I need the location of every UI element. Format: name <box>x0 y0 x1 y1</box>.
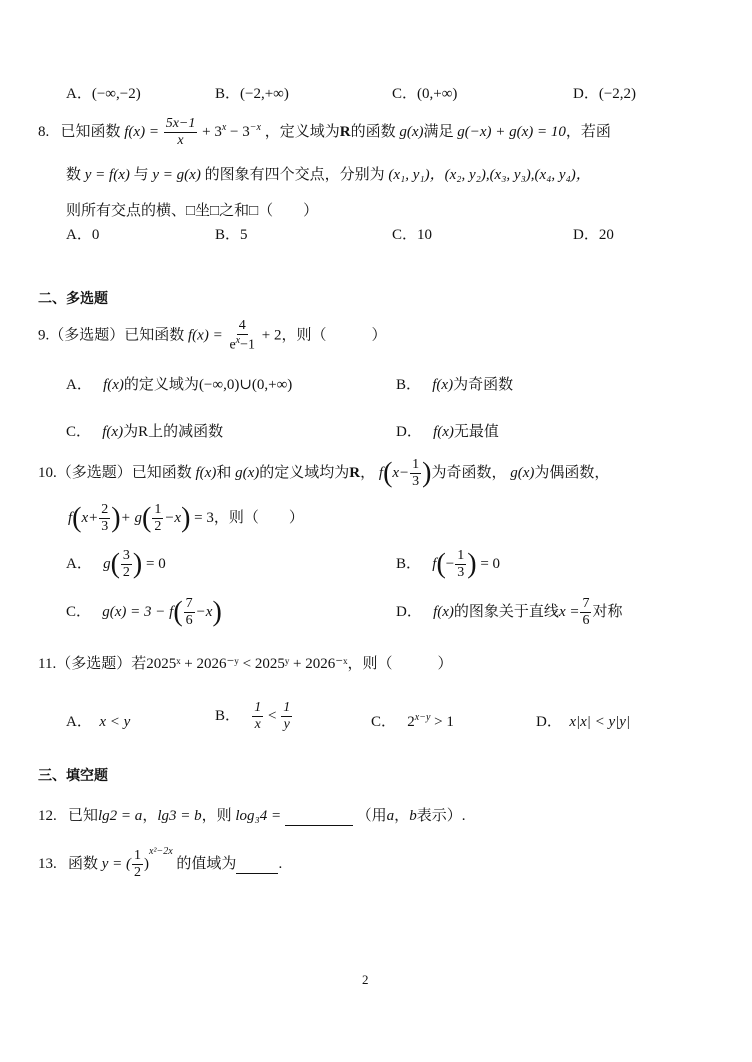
q11-b-label: B． <box>215 708 241 725</box>
q10-f: f(x) <box>195 465 217 482</box>
q11-b-lt: < <box>268 708 277 725</box>
q10-R: R <box>349 465 361 482</box>
q10-d-f: f(x) <box>433 604 454 621</box>
q11-b-frac2 <box>281 700 292 733</box>
q8-frac-num: 5x−1 <box>164 116 198 133</box>
q10-d-text: 的图象关于直线 <box>453 604 559 621</box>
q12-lg2: lg2 = a <box>98 808 143 824</box>
q11-c-label: C． <box>371 714 397 730</box>
q10-d-n: 7 <box>580 596 591 613</box>
q9-number: 9.（多选题）已知函数 <box>38 327 185 344</box>
q8-cond-post: ，若函 <box>565 124 611 141</box>
q9-d-text: 无最值 <box>453 424 499 440</box>
q10-odd: 为奇函数， <box>431 465 507 482</box>
q9-frac-den-exp: x <box>235 335 241 347</box>
q10-and: 和 <box>216 465 232 482</box>
q10-eq-end: = 3，则（ ） <box>194 510 304 527</box>
q8-mid2: 的函数 <box>350 124 396 141</box>
q10-eq-n1: 2 <box>99 502 110 519</box>
q7-option-d: D．(−2,2) <box>573 86 637 102</box>
q13-exp: x²−2x <box>149 846 173 857</box>
q11-b-n2: 1 <box>281 700 292 717</box>
q9-frac-den-base: e <box>229 337 236 353</box>
section-heading-multi-choice: 二、多选题 <box>38 291 108 307</box>
q12-comma: ， <box>394 808 410 824</box>
q13-y: y = ( <box>101 856 132 872</box>
q8-gx: g(x) <box>399 124 424 141</box>
q8-frac-den: x <box>177 133 184 149</box>
q7-option-a: A．(−∞,−2) <box>66 86 141 102</box>
q11-tail: ，则（ ） <box>347 656 453 672</box>
q13-close: ) <box>144 856 150 872</box>
q12-end: 表示）. <box>416 808 466 824</box>
q13-end: . <box>278 856 283 872</box>
q13-frac <box>132 848 143 881</box>
page-number: 2 <box>362 972 369 987</box>
q12-then: ，则 <box>201 808 232 824</box>
q8-line2-post: 的图象有四个交点，分别为 <box>204 167 385 183</box>
q10-eq-plus-g: + g <box>120 510 142 527</box>
q10-c-n: 7 <box>184 596 195 613</box>
q11-d-label: D． <box>536 714 562 730</box>
q10-d-end: 对称 <box>592 604 623 621</box>
section-heading-fill-in: 三、填空题 <box>38 768 108 784</box>
q8-number: 8. <box>38 124 50 141</box>
q10-eq-tail: −x <box>164 510 182 527</box>
q10-f2-pre: f <box>378 465 384 482</box>
q8-R: R <box>339 124 351 141</box>
q8-cond: g(−x) + g(x) = 10 <box>457 124 566 141</box>
q10-d-d: 6 <box>582 613 590 629</box>
q10-option-c: C． g(x) = 3 − f( $\frac{7}{6}$ −x) <box>66 596 222 629</box>
q8-option-c: C．10 <box>392 227 433 243</box>
q10-eq-d2: 2 <box>154 519 162 535</box>
q11-b-frac1 <box>252 700 263 733</box>
q11-option-d <box>536 710 630 731</box>
q9-fx: f(x) = <box>188 327 223 344</box>
q10-eq-frac2 <box>152 502 163 535</box>
q13-d: 2 <box>134 865 142 881</box>
q10-f2-fn: 1 <box>410 457 421 474</box>
q12-lg3: lg3 = b <box>157 808 202 824</box>
q9-a-label: A． <box>66 377 92 393</box>
q12-number: 12. <box>38 808 57 824</box>
q8-points: (x₁, y₁)，(x₂, y₂),(x₃, y₃),(x₄, y₄)， <box>388 167 591 183</box>
q10-option-a: A． g( $\frac{3}{2}$ ) = 0 <box>66 548 166 581</box>
q10-eq-x: x+ <box>81 510 99 527</box>
q11-a: x < y <box>99 714 131 730</box>
q10-b-label: B． <box>396 556 422 573</box>
q13-stem <box>38 846 282 881</box>
q10-b-f: f <box>432 556 437 573</box>
q10-option-d <box>396 596 622 629</box>
q11-d: x|x| < y|y| <box>569 714 631 730</box>
q9-a-f: f(x) <box>103 377 124 393</box>
q8-line3: 则所有交点的横、□坐□之和□（ ） <box>66 203 319 219</box>
q10-b-end: = 0 <box>480 556 501 573</box>
q10-g2: g(x) <box>510 465 535 482</box>
q10-d-frac <box>580 596 591 629</box>
q10-number: 10.（多选题）已知函数 <box>38 465 192 482</box>
q12-b: b <box>409 808 417 824</box>
q8-fraction <box>164 116 198 149</box>
q9-a-math: (−∞,0)∪(0,+∞) <box>198 377 293 393</box>
q9-option-a <box>66 373 292 394</box>
q7-option-c: C．(0,+∞) <box>392 86 458 102</box>
q10-c-d: 6 <box>185 613 193 629</box>
q9-frac-num: 4 <box>237 318 248 335</box>
q9-b-f: f(x) <box>432 377 454 393</box>
q8-tail: + 3 <box>202 124 222 141</box>
q8-line2-a: y = f(x) <box>84 167 130 183</box>
q12-stem <box>38 804 465 826</box>
q10-a-frac <box>121 548 132 581</box>
q9-b-label: B． <box>396 377 422 393</box>
q8-fx: f(x) = <box>124 124 159 141</box>
q11-stem <box>38 652 453 673</box>
q11-c-tail: > 1 <box>434 714 454 730</box>
q8-option-b: B．5 <box>215 227 248 243</box>
q8-line1 <box>38 116 611 149</box>
q9-option-b <box>396 373 513 394</box>
q8-pre: 已知函数 <box>60 124 121 141</box>
q13-pre: 函数 <box>68 856 99 872</box>
q9-d-f: f(x) <box>433 424 454 440</box>
q10-comma: ， <box>360 465 376 482</box>
q10-a-end: = 0 <box>146 556 166 573</box>
q10-a-n: 3 <box>121 548 132 565</box>
q9-stem <box>38 318 387 354</box>
q9-a-text: 的定义域为 <box>123 377 199 393</box>
q10-f2-arg: x− <box>392 465 410 482</box>
q10-option-b: B． f(− $\frac{1}{3}$ ) = 0 <box>396 548 501 581</box>
q10-c-frac <box>184 596 195 629</box>
q10-c-pre: g(x) = 3 − f <box>102 604 174 621</box>
q8-line2-b: y = g(x) <box>152 167 201 183</box>
q8-option-d: D．20 <box>573 227 614 243</box>
q8-exp1: x <box>221 122 227 134</box>
q10-f2-fd: 3 <box>412 474 420 490</box>
q11-a-label: A． <box>66 714 92 730</box>
q10-d-x: x = <box>558 604 580 621</box>
q11-b-d1: x <box>254 717 261 733</box>
q10-b-n: 1 <box>455 548 466 565</box>
q11-option-c <box>371 710 454 731</box>
q10-eq-d1: 3 <box>101 519 109 535</box>
q9-option-d <box>396 420 499 441</box>
q9-c-text: 为R上的减函数 <box>123 424 224 440</box>
q10-dom: 的定义域均为 <box>259 465 350 482</box>
q11-option-b <box>215 700 293 733</box>
q12-post: （用 <box>356 808 387 824</box>
q13-n: 1 <box>132 848 143 865</box>
q10-eq-f: f <box>68 510 73 527</box>
q10-a-label: A． <box>66 556 92 573</box>
q11-b-d2: y <box>283 717 290 733</box>
q13-answer-blank[interactable] <box>236 856 278 874</box>
q10-a-d: 2 <box>122 565 130 581</box>
q13-post: 的值域为 <box>176 856 237 872</box>
q10-a-g: g <box>103 556 111 573</box>
q8-mid: ，定义域为 <box>264 124 340 141</box>
q10-g: g(x) <box>235 465 260 482</box>
q9-tail: + 2，则（ ） <box>261 327 387 344</box>
q8-line2-mid: 与 <box>133 167 149 183</box>
q9-c-f: f(x) <box>102 424 124 440</box>
q7-option-b: B．(−2,+∞) <box>215 86 289 102</box>
q9-fraction <box>227 318 257 354</box>
q10-b-minus: − <box>445 556 455 573</box>
q9-frac-den-tail: −1 <box>240 337 256 353</box>
q9-c-label: C． <box>66 424 92 440</box>
q11-number: 11.（多选题）若 <box>38 656 147 672</box>
q12-pre: 已知 <box>68 808 99 824</box>
q8-exp2: −x <box>249 122 261 134</box>
q11-option-a <box>66 710 130 731</box>
q8-cond-pre: 满足 <box>423 124 454 141</box>
q10-eq-frac1 <box>99 502 110 535</box>
q10-b-d: 3 <box>457 565 465 581</box>
q12-answer-blank[interactable] <box>285 808 353 826</box>
q11-b-n1: 1 <box>252 700 263 717</box>
q11-c-exp: x−y <box>414 712 431 723</box>
q13-number: 13. <box>38 856 57 872</box>
q12-log: log₃4 = <box>235 808 282 824</box>
q8-option-a: A．0 <box>66 227 100 243</box>
q10-c-tail: −x <box>195 604 213 621</box>
q11-inequality: 2025ˣ + 2026⁻ʸ < 2025ʸ + 2026⁻ˣ <box>146 656 348 672</box>
q12-a: a <box>386 808 395 824</box>
q10-b-frac <box>455 548 466 581</box>
q8-minus: − 3 <box>230 124 250 141</box>
q10-c-label: C． <box>66 604 92 621</box>
q10-stem-line2: f(x+ $\frac{2}{3}$ )+ g( $\frac{1}{2}$ −x) = 3，则（ ） <box>68 502 304 535</box>
q10-even: 为偶函数， <box>534 465 610 482</box>
q9-b-text: 为奇函数 <box>453 377 514 393</box>
q10-d-label: D． <box>396 604 422 621</box>
q8-line2 <box>66 163 591 184</box>
q10-stem-line1: 10.（多选题）已知函数 f(x)和 g(x)的定义域均为R， f(x− $\frac{1}{3}$ )为奇函数， g(x)为偶函数， <box>38 457 610 490</box>
q12-sep: ， <box>142 808 158 824</box>
q10-f2-frac <box>410 457 421 490</box>
q11-c-base: 2 <box>407 714 415 730</box>
q8-line2-pre: 数 <box>66 167 82 183</box>
q10-eq-n2: 1 <box>152 502 163 519</box>
q9-d-label: D． <box>396 424 422 440</box>
q9-option-c <box>66 420 223 441</box>
